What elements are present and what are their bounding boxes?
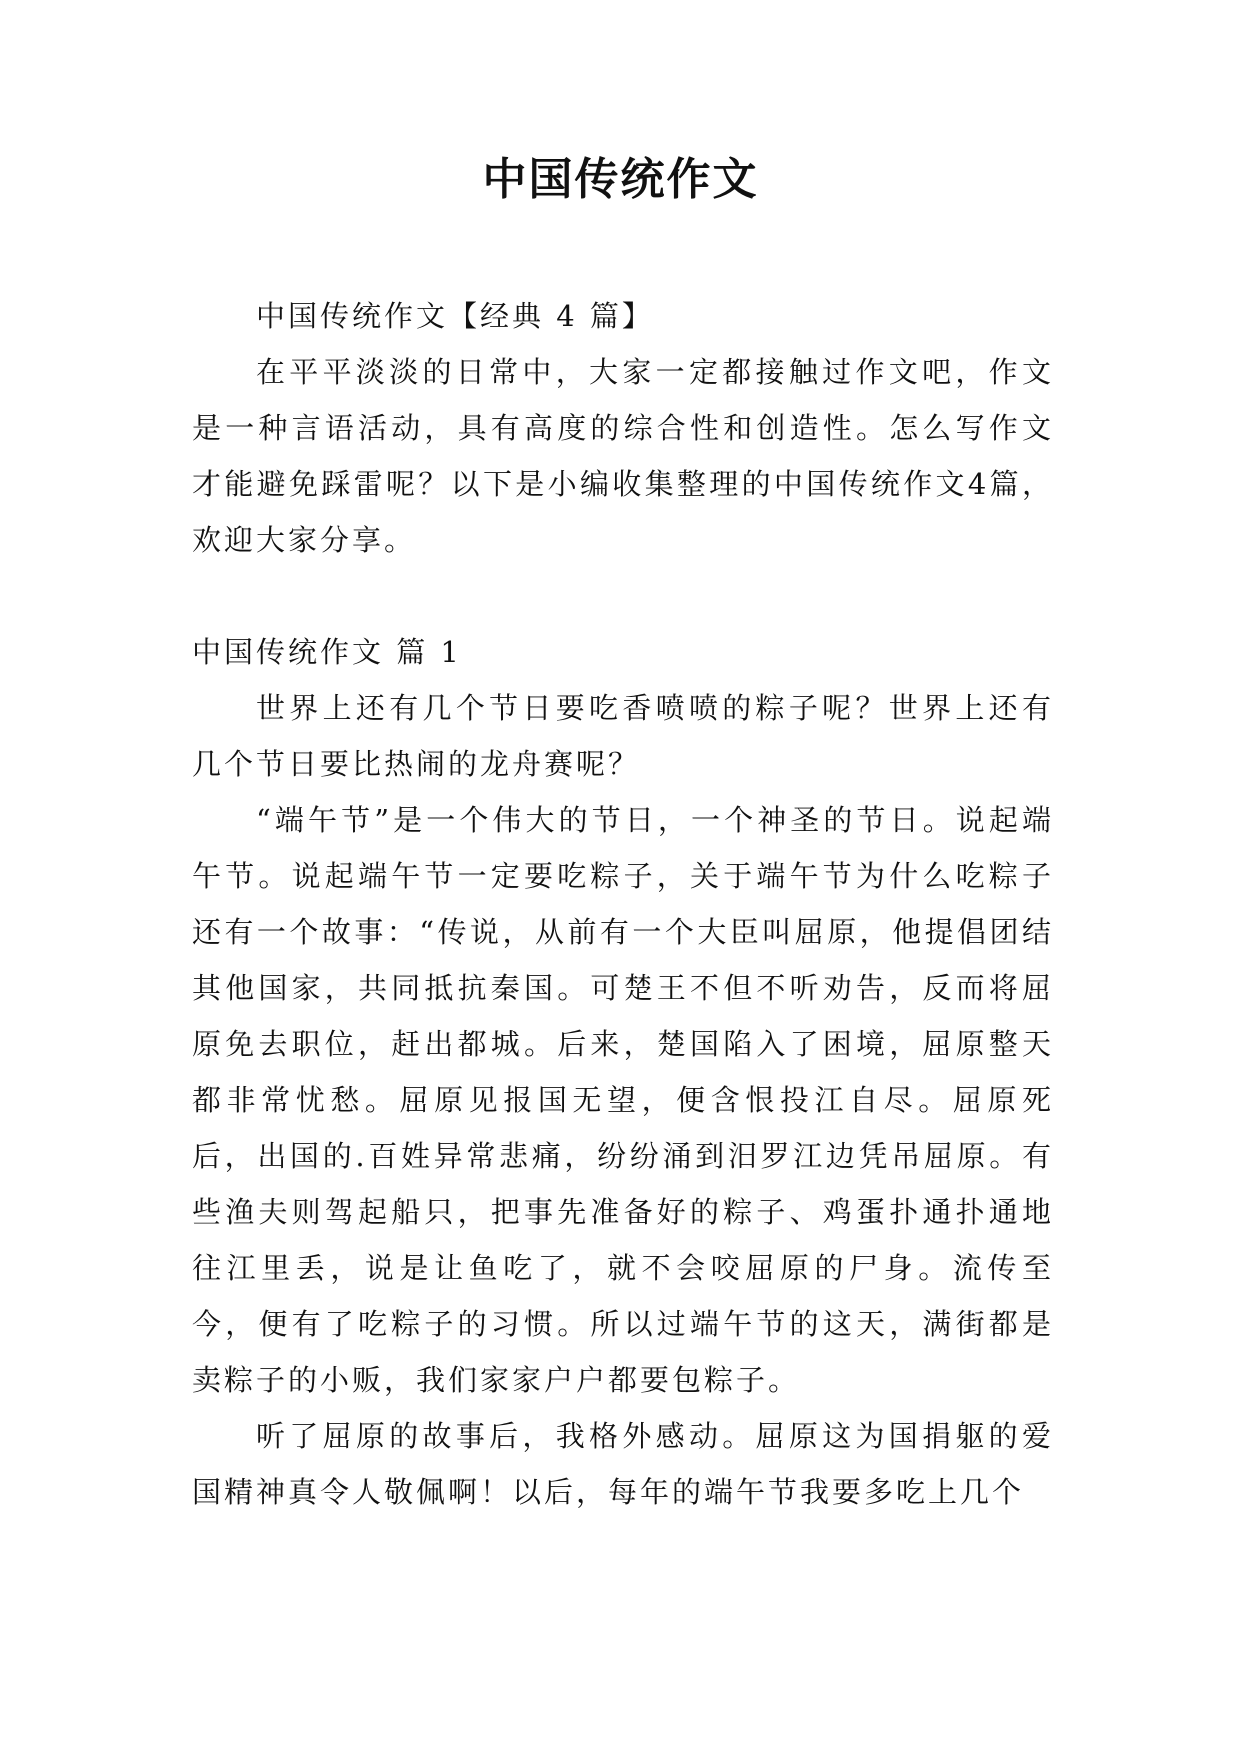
document-body [192,288,1054,1520]
page-title: 中国传统作文 [482,154,759,205]
intro-paragraph: 在平平淡淡的日常中，大家一定都接触过作文吧，作文是一种言语活动，具有高度的综合性和创造性。怎么写作文才能避免踩雷呢？以下是小编收集整理的中国传统作文4篇，欢迎大家分享。 [192,355,1054,557]
document-subtitle: 中国传统作文【经典 4 篇】 [256,299,654,333]
section-spacer [192,568,1054,624]
section-heading: 中国传统作文 篇 1 [192,635,462,669]
section-paragraph: 听了屈原的故事后，我格外感动。屈原这为国捐躯的爱国精神真令人敬佩啊！以后，每年的端午节我要多吃上几个 [192,1419,1054,1509]
section-paragraph: 世界上还有几个节日要吃香喷喷的粽子呢？世界上还有几个节日要比热闹的龙舟赛呢？ [192,691,1054,781]
section-paragraph: “端午节”是一个伟大的节日，一个神圣的节日。说起端午节。说起端午节一定要吃粽子，关于端午节为什么吃粽子还有一个故事：“传说，从前有一个大臣叫屈原，他提倡团结其他国家，共同抵抗秦国。可楚王不但不听劝告，反而将屈原免去职位，赶出都城。后来，楚国陷入了困境，屈原整天都非常忧愁。屈原见报国无望，便含恨投江自尽。屈原死后，出国的.百姓异常悲痛，纷纷涌到汨罗江边凭吊屈原。有些渔夫则驾起船只，把事先准备好的粽子、鸡蛋扑通扑通地往江里丢，说是让鱼吃了，就不会咬屈原的尸身。流传至今，便有了吃粽子的习惯。所以过端午节的这天，满街都是卖粽子的小贩，我们家家户户都要包粽子。 [192,803,1054,1397]
